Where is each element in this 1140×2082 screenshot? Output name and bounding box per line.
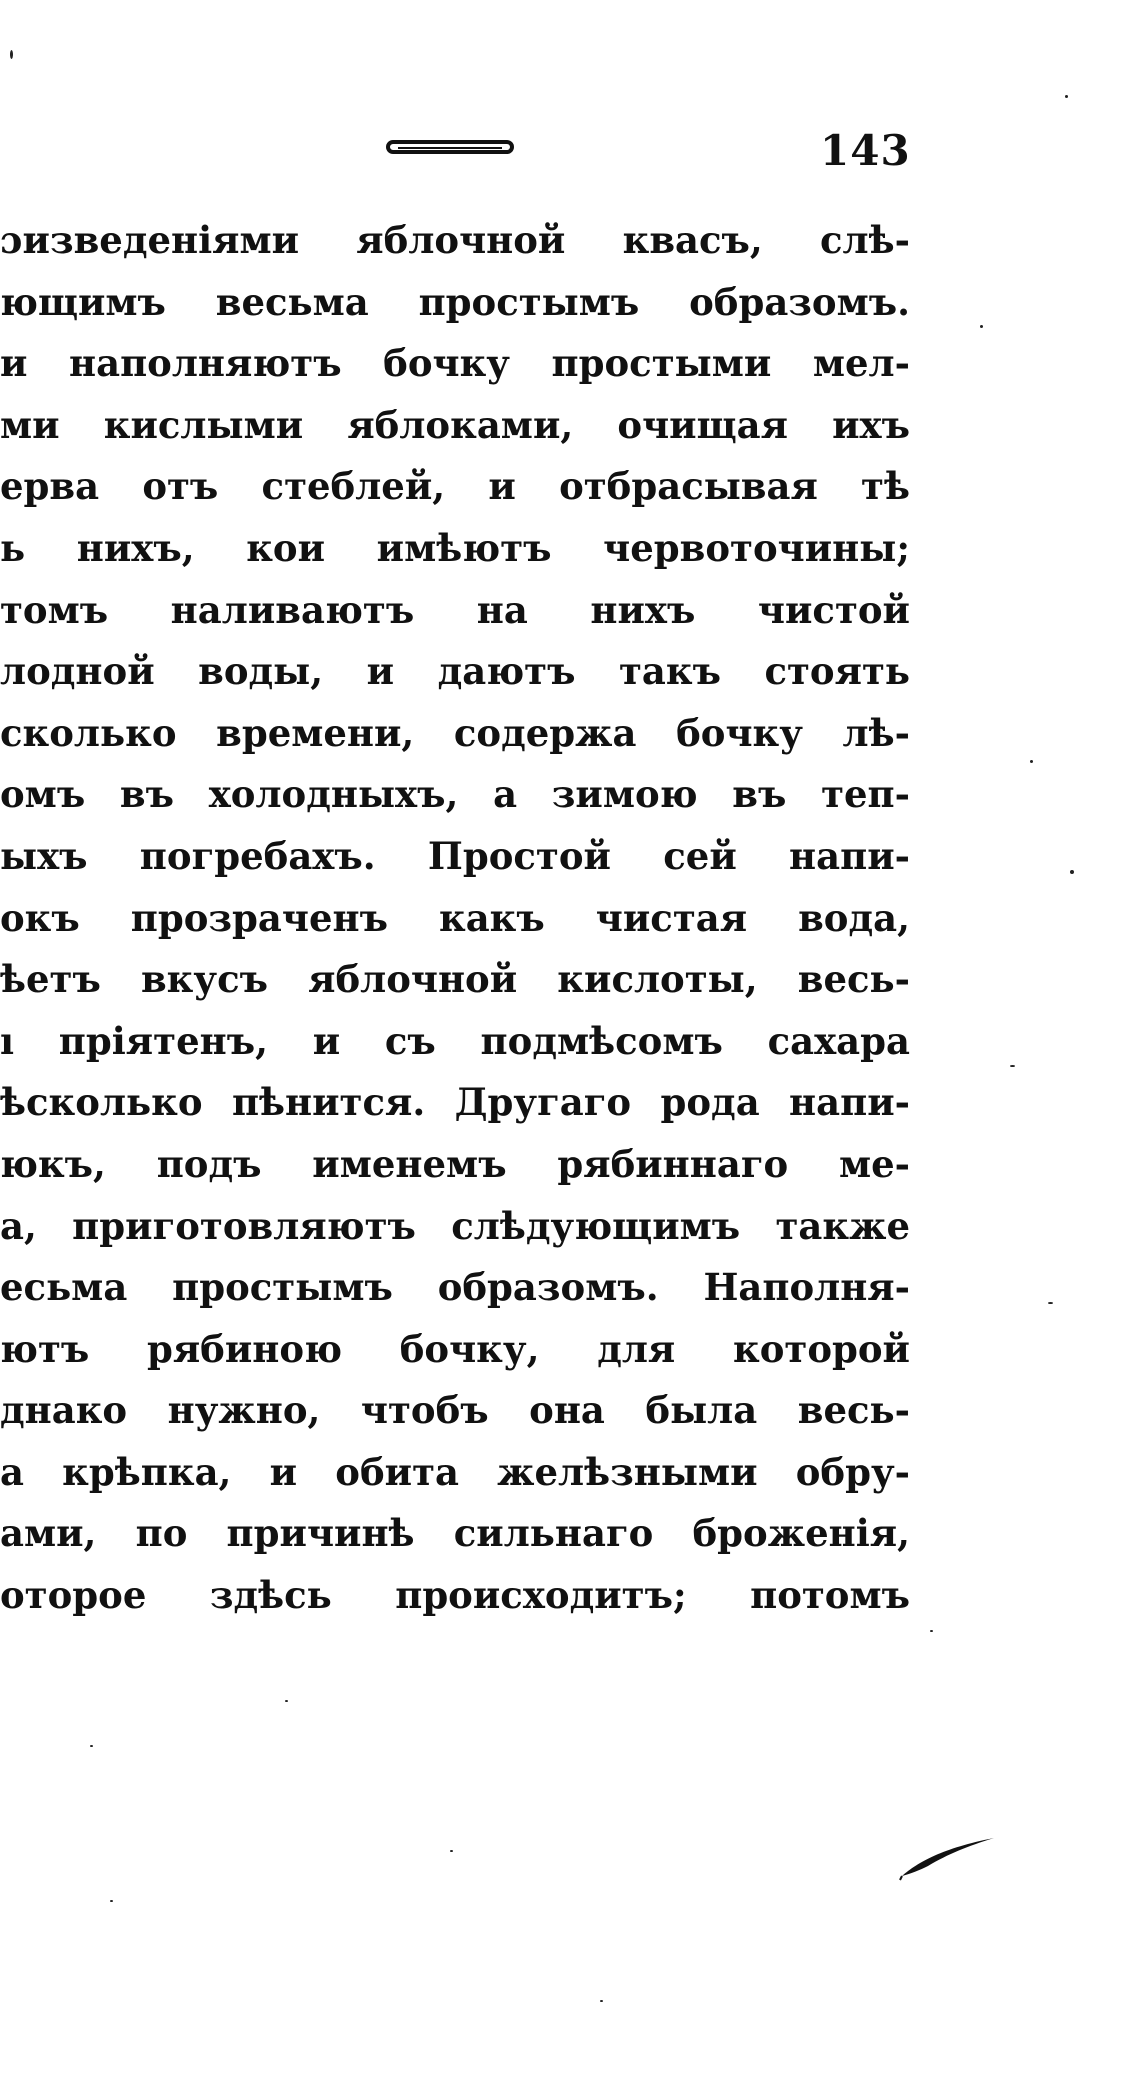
text-line: лодной воды, и даютъ такъ стоять — [0, 649, 910, 694]
print-speck — [1010, 1065, 1015, 1067]
print-speck — [285, 1700, 288, 1702]
text-line: окъ прозраченъ какъ чистая вода, — [0, 895, 910, 940]
text-line: днако нужно, чтобъ она была весь- — [0, 1388, 910, 1433]
text-line: омъ въ холодныхъ, а зимою въ теп- — [0, 772, 910, 817]
text-line: ыхъ погребахъ. Простой сей напи- — [0, 833, 910, 878]
text-line: ѣетъ вкусъ яблочной кислоты, весь- — [0, 957, 910, 1002]
print-speck — [600, 2000, 603, 2002]
text-line: оторое здѣсь происходитъ; потомъ — [0, 1573, 910, 1618]
print-speck — [90, 1745, 93, 1747]
print-speck — [930, 1630, 933, 1632]
header-ornament-rule — [386, 140, 514, 154]
print-speck — [110, 1900, 113, 1902]
text-line: ютъ рябиною бочку, для которой — [0, 1326, 910, 1371]
text-line: ющимъ весьма простымъ образомъ. — [0, 279, 910, 324]
print-speck — [10, 50, 13, 59]
print-speck — [1048, 1302, 1053, 1304]
text-line: ь нихъ, кои имѣютъ червоточины; — [0, 525, 910, 570]
text-line: а, приготовляютъ слѣдующимъ также — [0, 1203, 910, 1248]
print-speck — [980, 325, 983, 328]
text-line: юкъ, подъ именемъ рябиннаго ме- — [0, 1141, 910, 1186]
text-line: ɔизведенiями яблочной квасъ, слѣ- — [0, 218, 910, 262]
text-line: ми кислыми яблоками, очищая ихъ — [0, 402, 910, 447]
text-line: есьма простымъ образомъ. Наполня- — [0, 1265, 910, 1310]
print-speck — [1065, 95, 1068, 98]
text-line: ѣсколько пѣнится. Другаго рода напи- — [0, 1080, 910, 1125]
text-line: ı прiятенъ, и съ подмѣсомъ сахара — [0, 1018, 910, 1063]
text-line: и наполняютъ бочку простыми мел- — [0, 341, 910, 386]
text-line: сколько времени, содержа бочку лѣ- — [0, 710, 910, 755]
page-number: 143 — [820, 126, 911, 175]
text-line: томъ наливаютъ на нихъ чистой — [0, 587, 910, 632]
print-speck — [1030, 760, 1033, 763]
text-line: ерва отъ стеблей, и отбрасывая тѣ — [0, 464, 910, 509]
text-line: ами, по причинѣ сильнаго броженiя, — [0, 1511, 910, 1556]
body-text — [0, 210, 910, 1627]
print-speck — [1070, 870, 1074, 874]
ink-quill-mark — [898, 1832, 998, 1882]
text-line: а крѣпка, и обита желѣзными обру- — [0, 1449, 910, 1494]
print-speck — [450, 1850, 453, 1852]
